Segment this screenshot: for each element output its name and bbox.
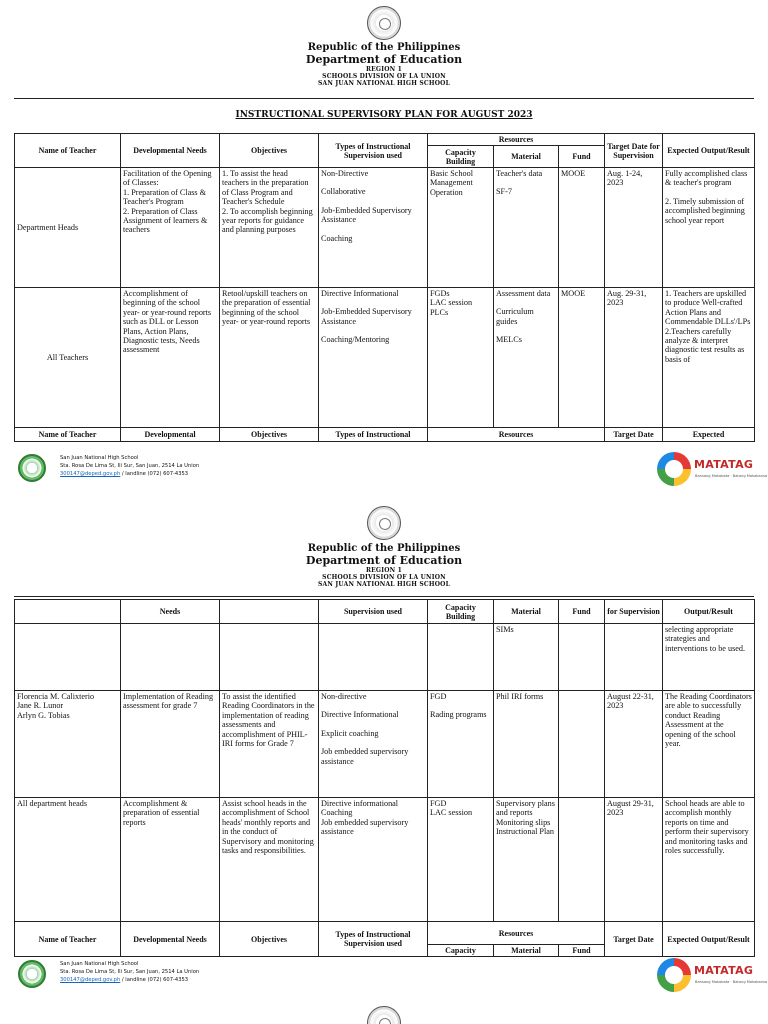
matatag-logo-icon — [657, 452, 691, 486]
material-cell: Supervisory plans and reports Monitoring slips Instructional Plan — [494, 798, 559, 922]
header-capacity-building: Capacity Building — [428, 146, 494, 168]
deped-seal-icon — [367, 1006, 401, 1024]
material-cell: Assessment data Curriculum guides MELCs — [494, 288, 559, 428]
supervisory-plan-table-page-1 — [14, 133, 755, 442]
deped-seal-icon — [367, 6, 401, 40]
target-date-cell: August 22-31, 2023 — [605, 691, 663, 798]
table-row — [15, 798, 755, 922]
teacher-name-cell: Department Heads — [15, 168, 121, 288]
footer-contact: San Juan National High School Sta. Rosa De Lima St, Ili Sur, San Juan, 2514 La Union 300147@deped.gov.ph / landline (072) 607-4353 — [60, 455, 200, 477]
teacher-name-cell: Florencia M. Calixterio Jane R. Lunor Arlyn G. Tobias — [15, 691, 121, 798]
header-types-of-supervision: Types of Instructional Supervision used — [319, 134, 428, 168]
objectives-cell: Assist school heads in the accomplishment of School heads' monthly reports and in the conduct of Supervisory and monitoring tasks and responsibilities. — [220, 798, 319, 922]
deped-seal-icon — [367, 506, 401, 540]
developmental-needs-cell: Implementation of Reading assessment for grade 7 — [121, 691, 220, 798]
supervision-types-cell: Non-directive Directive Informational Explicit coaching Job embedded supervisory assistance — [319, 691, 428, 798]
matatag-tagline: Bansang Makabata · Batang Makabansa — [695, 474, 768, 478]
page-footer — [0, 450, 768, 490]
repeated-header-row: Name of Teacher Developmental Objectives Types of Instructional Resources Target Date Expected — [15, 428, 755, 442]
developmental-needs-cell: Accomplishment of beginning of the school year- or year-round reports such as DLL or Lesson Plans, Action Plans, Diagnostic tests, Needs assessment — [121, 288, 220, 428]
header-resources: Resources — [428, 134, 605, 146]
target-date-cell: August 29-31, 2023 — [605, 798, 663, 922]
target-date-cell: Aug. 1-24, 2023 — [605, 168, 663, 288]
matatag-wordmark: MATATAG — [694, 964, 754, 977]
table-row — [15, 288, 755, 428]
supervisory-plan-table-page-2: Needs Supervision used Capacity Building Material Fund for Supervision Output/Result SIMs selecting appropriate strategies and interventions to be used. Florencia M. Calixterio Jane R. Lunor Arlyn G. Tobias Implementation of Reading assessment for grade 7 To assist the identified Reading Coordinators in the implementation of reading assessments and accomplishment of PHIL-IRI forms for Grade 7 Non-directive Directive Informational Explicit coaching Job embedded supervisory assistance FGD Rading programs Phil IRI forms August 22-31, 2023 The Reading Coordinators are able to successfully conduct Reading Assessment at the opening of the school year. All department heads Accomplishment & preparation of essential reports Assist school heads in the accomplishment of School heads' monthly reports and in the conduct of Supervisory and monitoring tasks and responsibilities. Directive informational Coaching Job embedded supervisory assistance FGD LAC session Supervisory plans and reports Monitoring slips Instructional Plan August 29-31, 2023 School heads are able to accomplish monthly reports on time and perform their supervisory and monitoring tasks and roles successfully. Name of Teacher Developmental Needs Objectives Types of Instructional Supervision used Resources Target Date Expected Output/Result Capacity Material Fund — [14, 599, 755, 957]
region-label: REGION 1 — [365, 567, 403, 574]
header-expected-output: Expected Output/Result — [663, 134, 755, 168]
capacity-building-cell: FGD LAC session — [428, 798, 494, 922]
school-label: SAN JUAN NATIONAL HIGH SCHOOL — [317, 581, 451, 588]
header-divider — [14, 98, 754, 99]
supervision-types-cell: Directive informational Coaching Job embedded supervisory assistance — [319, 798, 428, 922]
objectives-cell: Retool/upskill teachers on the preparation of essential beginning of the school year- or year-round reports — [220, 288, 319, 428]
fund-cell: MOOE — [559, 288, 605, 428]
material-cell: Phil IRI forms — [494, 691, 559, 798]
department-heading: Department of Education — [305, 554, 463, 567]
continued-header-row: Needs Supervision used Capacity Building Material Fund for Supervision Output/Result — [15, 600, 755, 624]
header-objectives: Objectives — [220, 134, 319, 168]
email-link[interactable]: 300147@deped.gov.ph — [60, 471, 121, 477]
header-developmental-needs: Developmental Needs — [121, 134, 220, 168]
document-page-3 — [0, 1004, 768, 1024]
page-footer — [0, 956, 768, 996]
matatag-logo-icon — [657, 958, 691, 992]
republic-heading: Republic of the Philippines — [307, 543, 461, 554]
header-divider — [14, 596, 754, 597]
school-logo-icon — [18, 960, 46, 988]
expected-output-cell: 1. Teachers are upskilled to produce Well-crafted Action Plans and Commendable DLLs'/LPs 2.Teachers carefully analyze & interpret diagnostic test results as basis of — [663, 288, 755, 428]
expected-output-cell: Fully accomplished class & teacher's program 2. Timely submission of accomplished beginning school year report — [663, 168, 755, 288]
department-heading: Department of Education — [305, 53, 463, 66]
objectives-cell: 1. To assist the head teachers in the preparation of Class Program and Teacher's Schedule 2. To accomplish beginning year reports for guidance and planning purposes — [220, 168, 319, 288]
material-cell: Teacher's data SF-7 — [494, 168, 559, 288]
capacity-building-cell: Basic School Management Operation — [428, 168, 494, 288]
teacher-name-cell: All department heads — [15, 798, 121, 922]
division-label: SCHOOLS DIVISION OF LA UNION — [322, 73, 446, 80]
division-label: SCHOOLS DIVISION OF LA UNION — [322, 574, 446, 581]
document-page-1 — [0, 0, 768, 500]
document-title: INSTRUCTIONAL SUPERVISORY PLAN FOR AUGUST 2023 — [235, 110, 533, 120]
developmental-needs-cell: Facilitation of the Opening of Classes: 1. Preparation of Class & Teacher's Program 2. Preparation of Class Assignment of learners & teachers — [121, 168, 220, 288]
school-logo-icon — [18, 454, 46, 482]
target-date-cell: Aug. 29-31, 2023 — [605, 288, 663, 428]
table-row — [15, 691, 755, 798]
supervision-types-cell: Non-Directive Collaborative Job-Embedded Supervisory Assistance Coaching — [319, 168, 428, 288]
expected-output-cell: School heads are able to accomplish monthly reports on time and perform their supervisory and monitoring tasks and roles successfully. — [663, 798, 755, 922]
expected-output-cell: The Reading Coordinators are able to successfully conduct Reading Assessment at the opening of the school year. — [663, 691, 755, 798]
objectives-cell: To assist the identified Reading Coordinators in the implementation of reading assessments and accomplishment of PHIL-IRI forms for Grade 7 — [220, 691, 319, 798]
fund-cell: MOOE — [559, 168, 605, 288]
region-label: REGION 1 — [365, 66, 403, 73]
table-row-continued — [15, 624, 755, 691]
teacher-name-cell: All Teachers — [15, 288, 121, 428]
capacity-building-cell: FGDs LAC session PLCs — [428, 288, 494, 428]
developmental-needs-cell: Accomplishment & preparation of essential reports — [121, 798, 220, 922]
document-page-2 — [0, 502, 768, 1002]
school-label: SAN JUAN NATIONAL HIGH SCHOOL — [317, 80, 451, 87]
material-cell: SIMs — [494, 624, 559, 691]
capacity-building-cell: FGD Rading programs — [428, 691, 494, 798]
republic-heading: Republic of the Philippines — [307, 42, 461, 53]
matatag-tagline: Bansang Makabata · Batang Makabansa — [695, 980, 768, 984]
supervision-types-cell: Directive Informational Job-Embedded Supervisory Assistance Coaching/Mentoring — [319, 288, 428, 428]
header-material: Material — [494, 146, 559, 168]
table-row — [15, 168, 755, 288]
repeated-header-row: Name of Teacher Developmental Needs Objectives Types of Instructional Supervision used Resources Target Date Expected Output/Result — [15, 922, 755, 945]
expected-output-cell: selecting appropriate strategies and interventions to be used. — [663, 624, 755, 691]
header-target-date: Target Date for Supervision — [605, 134, 663, 168]
header-name-of-teacher: Name of Teacher — [15, 134, 121, 168]
email-link[interactable]: 300147@deped.gov.ph — [60, 977, 121, 983]
matatag-wordmark: MATATAG — [694, 458, 754, 471]
header-fund: Fund — [559, 146, 605, 168]
footer-contact: San Juan National High School Sta. Rosa De Lima St, Ili Sur, San Juan, 2514 La Union 300147@deped.gov.ph / landline (072) 607-4353 — [60, 961, 200, 983]
